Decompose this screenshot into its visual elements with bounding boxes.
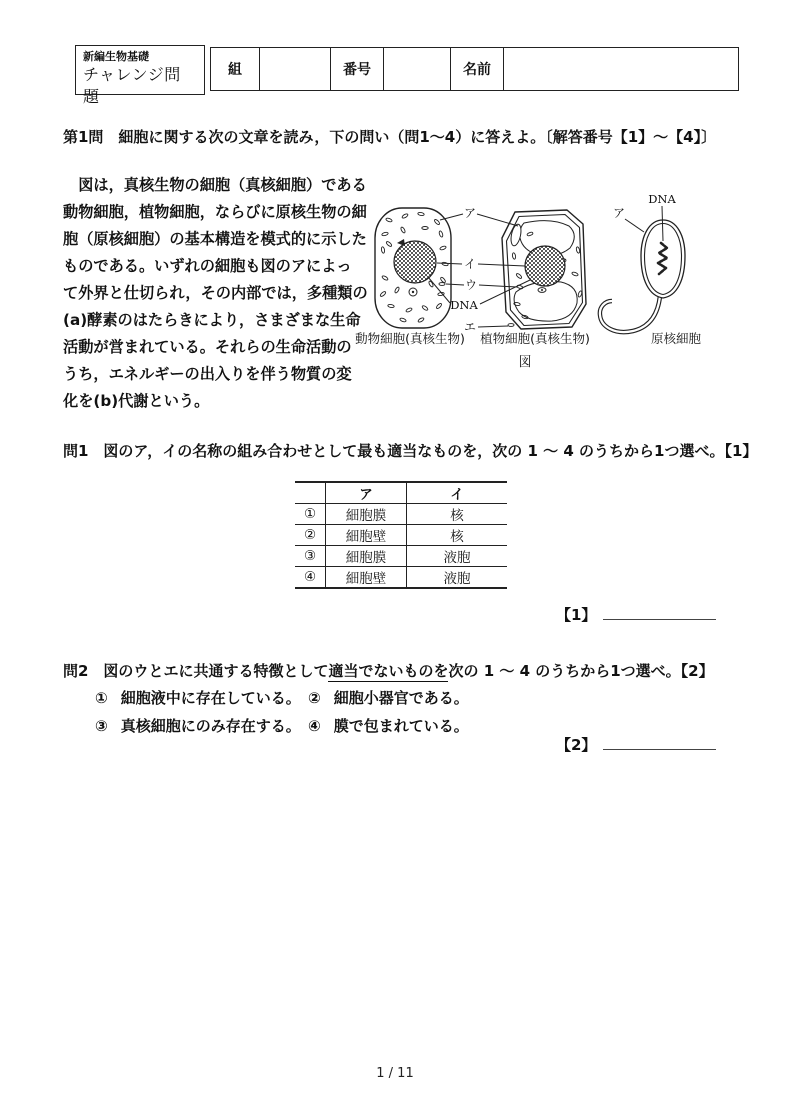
q1-cell: 細胞壁 [326, 567, 407, 589]
q2-option-1[interactable] [95, 687, 301, 708]
q1-cell: 細胞膜 [326, 546, 407, 567]
q1-option-number[interactable]: ② [295, 525, 326, 546]
prokaryote-dna-label: DNA [648, 192, 676, 206]
q2-option-text: 膜で包まれている。 [333, 717, 469, 735]
q2-option-text: 細胞液中に存在している。 [120, 689, 301, 707]
figure-label-e: エ [463, 320, 477, 334]
booklet-series-title: 新編生物基礎 [83, 50, 149, 63]
q2-option-number: ② [308, 689, 321, 707]
passage-line: 活動が営まれている。それらの生命活動の [63, 338, 352, 356]
q1-option-number[interactable]: ③ [295, 546, 326, 567]
plant-cell-drawing [502, 210, 586, 329]
q2-option-3[interactable] [95, 715, 301, 736]
q1-table-row [295, 525, 507, 546]
passage-line: 胞（原核細胞）の基本構造を模式的に示した [63, 230, 367, 248]
q1-cell: 核 [407, 525, 508, 546]
animal-nucleus-icon [394, 241, 436, 283]
class-input-cell[interactable] [260, 48, 331, 91]
q1-cell: 液胞 [407, 546, 508, 567]
passage-line: うち，エネルギーの出入りを伴う物質の変 [63, 365, 352, 383]
q1-cell: 液胞 [407, 567, 508, 589]
q2-prompt-underlined: 適当でないものを [328, 662, 449, 680]
q1-options-table [295, 481, 507, 589]
booklet-title: チャレンジ問題 [83, 65, 181, 106]
q1-answer-blank [556, 604, 716, 625]
q1-answer-label: 【1】 [556, 606, 597, 624]
q2-answer-label: 【2】 [556, 736, 597, 754]
q2-prompt [63, 660, 714, 681]
q2-prompt-suffix: 次の 1 ～ 4 のうちから1つ選べ。【2】 [448, 662, 714, 680]
q1-table-row [295, 546, 507, 567]
q2-option-2[interactable] [308, 687, 469, 708]
q2-prompt-prefix: 問2 図のウとエに共通する特徴として [63, 662, 329, 680]
q1-table-header-blank [295, 482, 326, 504]
student-info-table [210, 47, 739, 91]
passage-line: 化を(b)代謝という。 [63, 392, 210, 410]
q1-table-header-i: イ [407, 482, 508, 504]
figure-label-membrane: ア [463, 206, 477, 220]
figure-label-organelle: ウ [464, 278, 478, 292]
page-number: 1 / 11 [376, 1066, 414, 1081]
q1-cell: 細胞膜 [326, 504, 407, 525]
figure-label-dna: DNA [450, 298, 478, 312]
animal-cell-caption: 動物細胞(真核生物) [355, 331, 465, 346]
q1-table-row [295, 504, 507, 525]
passage-line: ものである。いずれの細胞も図のアによっ [63, 257, 352, 275]
class-label: 組 [211, 48, 260, 91]
q1-table-header-a: ア [326, 482, 407, 504]
figure-label-nucleus: イ [463, 257, 477, 271]
plant-nucleus-icon [525, 246, 565, 286]
q1-option-number[interactable]: ④ [303, 569, 317, 585]
passage-line: 図は，真核生物の細胞（真核細胞）である [63, 176, 367, 194]
passage-line: て外界と仕切られ，その内部では，多種類の [63, 284, 368, 302]
q1-cell: 細胞壁 [326, 525, 407, 546]
q2-option-4[interactable] [308, 715, 469, 736]
q2-option-number: ① [95, 689, 108, 707]
cell-figure [353, 186, 745, 376]
animal-cell-drawing [375, 208, 451, 328]
name-label: 名前 [451, 48, 504, 91]
q1-answer-line[interactable] [603, 604, 716, 620]
passage-line: 動物細胞，植物細胞，ならびに原核生物の細 [63, 203, 367, 221]
q2-answer-blank [556, 734, 716, 755]
booklet-title-box [75, 45, 205, 106]
prokaryote-membrane-label: ア [612, 206, 626, 220]
q2-answer-line[interactable] [603, 734, 716, 750]
q1-table-row [295, 567, 507, 589]
q2-option-text: 細胞小器官である。 [333, 689, 469, 707]
q2-option-number: ③ [95, 717, 108, 735]
q1-cell: 核 [407, 504, 508, 525]
figure-tag: 図 [518, 355, 532, 370]
q2-option-number: ④ [308, 717, 321, 735]
passage [63, 172, 379, 415]
number-input-cell[interactable] [384, 48, 451, 91]
cell-figure-svg [353, 186, 745, 376]
plant-cell-caption: 植物細胞(真核生物) [480, 331, 590, 346]
number-label: 番号 [331, 48, 384, 91]
name-input-cell[interactable] [504, 48, 739, 91]
prokaryote-cell-caption: 原核細胞 [650, 331, 702, 346]
q2-option-text: 真核細胞にのみ存在する。 [120, 717, 301, 735]
q1-option-number[interactable]: ① [295, 504, 326, 525]
q1-prompt: 問1 図のア，イの名称の組み合わせとして最も適当なものを，次の 1 ～ 4 のうちから1つ選べ。【1】 [63, 442, 758, 460]
prokaryote-flagellum-icon [600, 296, 660, 332]
question1-heading: 第1問 細胞に関する次の文章を読み，下の問い（問1～4）に答えよ。〔解答番号【1】～【4】〕 [63, 128, 717, 146]
passage-line: (a)酵素のはたらきにより，さまざまな生命 [63, 311, 361, 329]
